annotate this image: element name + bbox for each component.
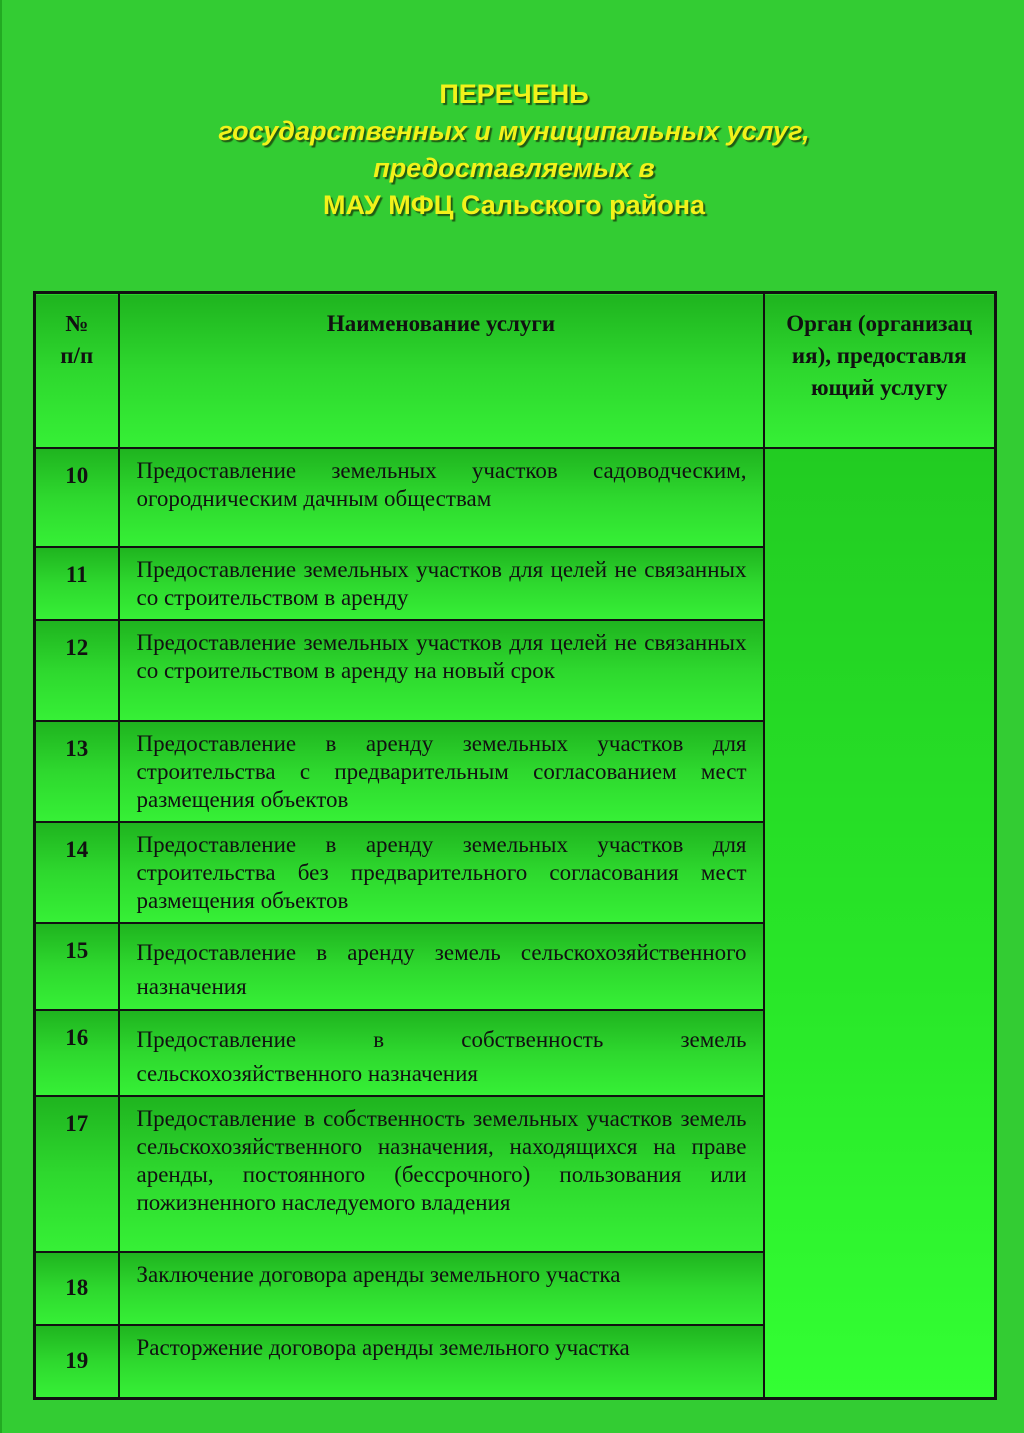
- row-number: 17: [35, 1096, 119, 1252]
- row-number: 18: [35, 1252, 119, 1325]
- row-number: 16: [35, 1010, 119, 1096]
- table-row: [35, 448, 996, 547]
- row-service-name: Предоставление в собственность земель сельскохозяйственного назначения: [119, 1010, 764, 1096]
- title-line-4: МАУ МФЦ Сальского района: [322, 190, 706, 220]
- header-service-name: Наименование услуги: [119, 293, 764, 448]
- row-service-name: Предоставление земельных участков для целей не связанных со строительством в аренду: [119, 547, 764, 620]
- title-line-1: ПЕРЕЧЕНЬ: [439, 79, 589, 109]
- row-service-name: Предоставление в аренду земельных участков для строительства с предварительным согласованием мест размещения объектов: [119, 721, 764, 822]
- row-number: 14: [35, 822, 119, 923]
- title-line-2: государственных и муниципальных услуг,: [218, 116, 810, 146]
- page-title: [2, 76, 1024, 224]
- row-number: 10: [35, 448, 119, 547]
- row-number: 11: [35, 547, 119, 620]
- row-number: 15: [35, 923, 119, 1010]
- row-number: 19: [35, 1325, 119, 1399]
- row-number: 13: [35, 721, 119, 822]
- row-service-name: Предоставление земельных участков садоводческим, огородническим дачным обществам: [119, 448, 764, 547]
- row-service-name: Заключение договора аренды земельного участка: [119, 1252, 764, 1325]
- table-header-row: [35, 293, 996, 448]
- header-number: № п/п: [35, 293, 119, 448]
- organization-cell: [764, 448, 996, 1399]
- header-organization: Орган (организация), предоставляющий услугу: [764, 293, 996, 448]
- row-service-name: Расторжение договора аренды земельного участка: [119, 1325, 764, 1399]
- row-service-name: Предоставление в аренду земельных участков для строительства без предварительного согласования мест размещения объектов: [119, 822, 764, 923]
- services-table: [33, 291, 997, 1400]
- title-line-3: предоставляемых в: [373, 153, 655, 183]
- row-service-name: Предоставление в аренду земель сельскохозяйственного назначения: [119, 923, 764, 1010]
- row-number: 12: [35, 620, 119, 721]
- row-service-name: Предоставление в собственность земельных участков земель сельскохозяйственного назначения, находящихся на праве аренды, постоянного (бессрочного) пользования или пожизненного наследуемого владения: [119, 1096, 764, 1252]
- row-service-name: Предоставление земельных участков для целей не связанных со строительством в аренду на новый срок: [119, 620, 764, 721]
